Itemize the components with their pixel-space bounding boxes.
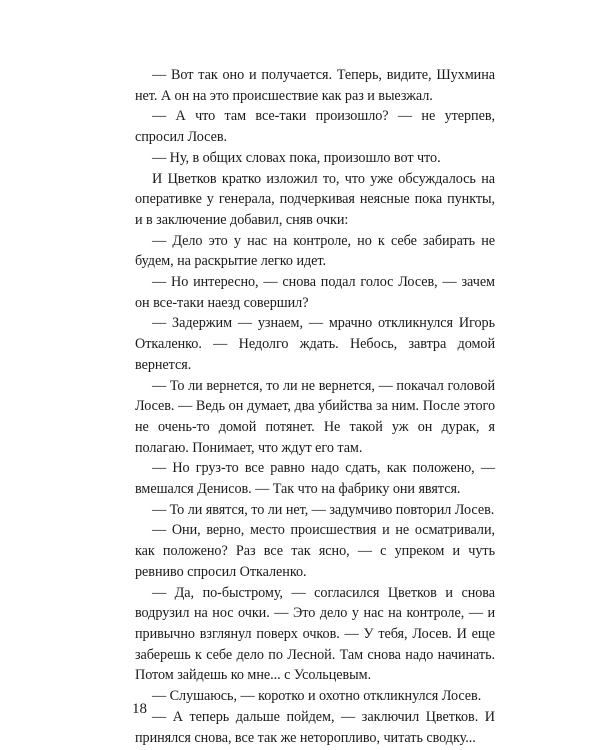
paragraph: — Ну, в общих словах пока, произошло вот что. bbox=[152, 149, 441, 166]
paragraph: — Но интересно, — снова подал голос Лосев, — зачем он все-таки наезд совершил? bbox=[135, 274, 495, 311]
paragraph: — Слушаюсь, — коротко и охотно откликнулся Лосев. bbox=[152, 688, 482, 705]
paragraph: — А теперь дальше пойдем, — заключил Цветков. И принялся снова, все так же неторопливо, читать сводку... bbox=[135, 708, 495, 746]
paragraph: — То ли вернется, то ли не вернется, — покачал головой Лосев. — Ведь он думает, два убийства за ним. После этого не очень-то домой потянет. Не такой уж он дурак, я полагаю. Понимает, что ждут его там. bbox=[135, 377, 495, 456]
paragraph: — Дело это у нас на контроле, но к себе забирать не будем, на раскрытие легко идет. bbox=[135, 232, 495, 270]
paragraph: — А что там все-таки произошло? — не утерпев, спросил Лосев. bbox=[135, 108, 495, 146]
paragraph: — Вот так оно и получается. Теперь, видите, Шухмина нет. А он на это происшествие как раз и выезжал. bbox=[135, 67, 495, 104]
paragraph: — Но груз-то все равно надо сдать, как положено, — вмешался Денисов. — Так что на фабрику они явятся. bbox=[135, 460, 495, 498]
paragraph: — Они, верно, место происшествия и не осматривали, как положено? Раз все так ясно, — с упреком и чуть ревниво спросил Откаленко. bbox=[135, 522, 495, 580]
paragraph: — То ли явятся, то ли нет, — задумчиво повторил Лосев. bbox=[152, 501, 495, 518]
paragraph: И Цветков кратко изложил то, что уже обсуждалось на оперативке у генерала, подчеркивая неясные пока пункты, и в заключение добавил, сняв очки: bbox=[135, 170, 495, 228]
text-body bbox=[135, 65, 495, 748]
paragraph: — Да, по-быстрому, — согласился Цветков и снова водрузил на нос очки. — Это дело у нас на контроле, — и привычно взглянул поверх очков. — У тебя, Лосев. И еще заберешь к себе дело по Лесной. Там снова надо начинать. Потом зайдешь ко мне... с Усольцевым. bbox=[135, 584, 495, 684]
paragraph: — Задержим — узнаем, — мрачно откликнулся Игорь Откаленко. — Недолго ждать. Небось, завтра домой вернется. bbox=[135, 315, 495, 373]
page-number: 18 bbox=[132, 701, 147, 717]
